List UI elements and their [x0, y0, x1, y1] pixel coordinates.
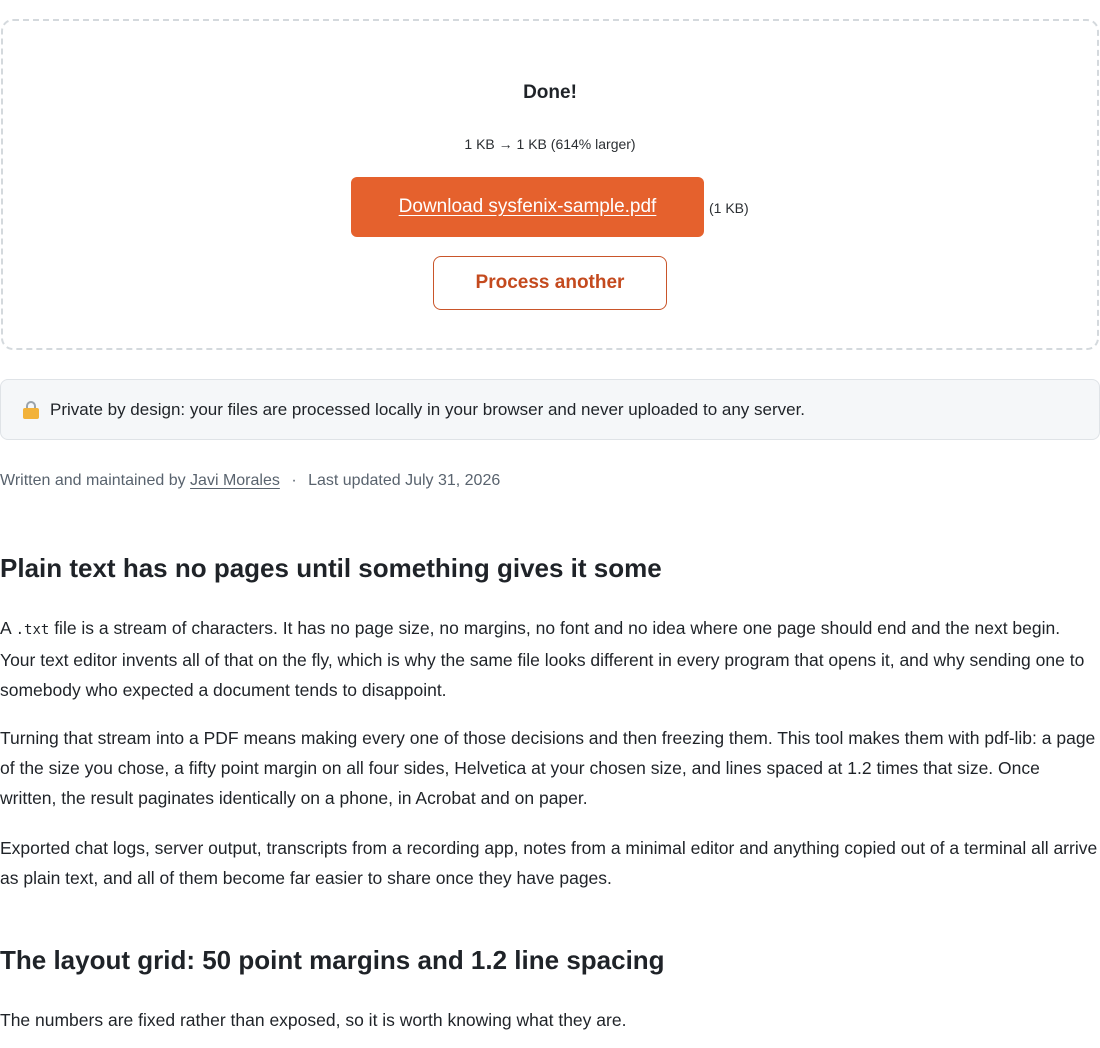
lock-icon	[23, 401, 39, 419]
txt-extension-code: .txt	[15, 622, 50, 638]
author-link[interactable]: Javi Morales	[190, 472, 280, 489]
privacy-text: Private by design: your files are processed locally in your browser and never uploaded to any server.	[50, 399, 806, 419]
download-button[interactable]: Download sysfenix-sample.pdf	[351, 177, 704, 237]
size-summary: 1 KB → 1 KB (614% larger)	[464, 136, 636, 152]
last-updated: Last updated July 31, 2026	[308, 472, 501, 489]
article-paragraph-3: Exported chat logs, server output, transcripts from a recording app, notes from a minimal editor and anything copied out of a terminal all arrive as plain text, and all of them become far easier to share once they have pages.	[0, 838, 1098, 888]
article-paragraph-2: Turning that stream into a PDF means making every one of those decisions and then freezing them. This tool makes them with pdf-lib: a page of the size you chose, a fifty point margin on all four sides, Helvetica at your chosen size, and lines spaced at 1.2 times that size. Once written, the result paginates identically on a phone, in Acrobat and on paper.	[0, 728, 1096, 808]
byline	[0, 472, 500, 490]
download-size: (1 KB)	[709, 200, 749, 216]
paragraph-1-prefix: A	[0, 618, 11, 638]
article-paragraph-4: The numbers are fixed rather than exposed, so it is worth knowing what they are.	[0, 1010, 627, 1030]
privacy-note	[0, 379, 1100, 440]
article-paragraph-1	[0, 613, 1100, 705]
done-title: Done!	[523, 82, 577, 103]
section-heading-plain-text: Plain text has no pages until something gives it some	[0, 553, 662, 583]
paragraph-1-text: file is a stream of characters. It has no page size, no margins, no font and no idea where one page should end and the next begin. Your text editor invents all of that on the fly, which is why the same file looks different in every program that opens it, and why sending one to somebody who expected a document tends to disappoint.	[0, 618, 1085, 700]
section-heading-layout-grid: The layout grid: 50 point margins and 1.2 line spacing	[0, 945, 665, 975]
process-another-button[interactable]: Process another	[433, 256, 667, 310]
byline-prefix: Written and maintained by	[0, 472, 186, 489]
byline-separator: ·	[291, 472, 297, 489]
